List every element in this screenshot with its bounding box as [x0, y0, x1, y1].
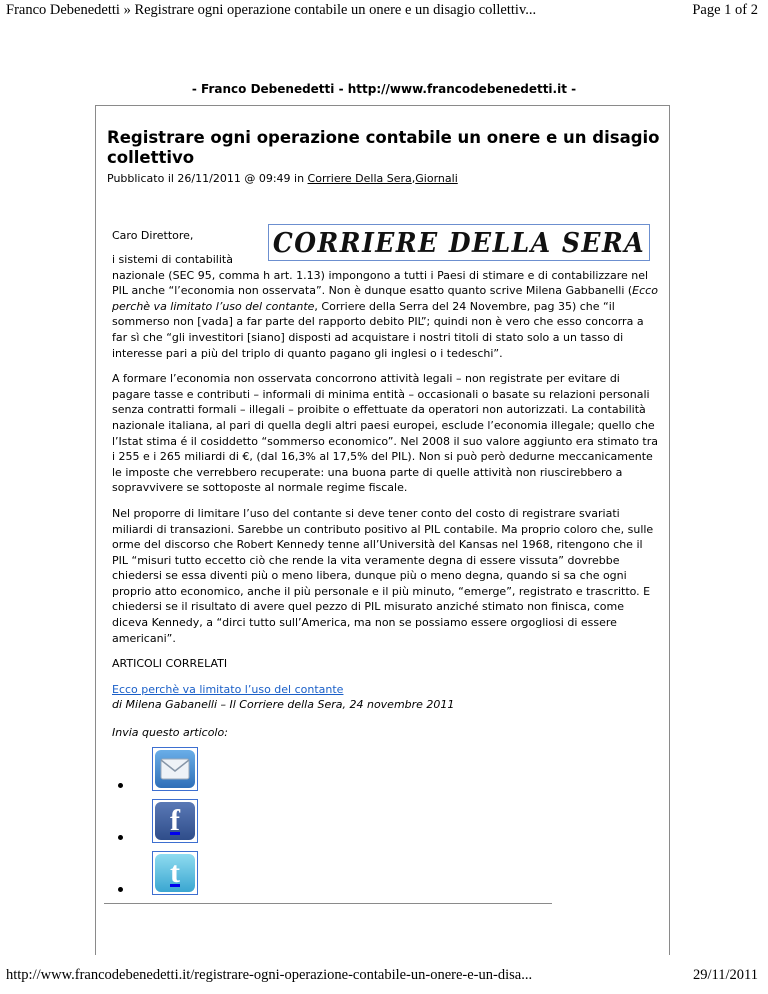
- share-item-twitter: [112, 851, 232, 901]
- p1-text-b: , Corriere della Serra del 24 Novembre, pag 35) che “il sommerso non [vada] a far parte del rapporto debito PIL”; quindi non è vero che esso concorra a far sì che “gli investitori [siano] disposti ad acquistare i nostri titoli di stato solo a un tasso di interesse pari a più del triplo di quanto pagano gli inglesi o i tedeschi”.: [112, 299, 644, 360]
- share-item-facebook: [112, 799, 232, 849]
- twitter-icon: t: [155, 854, 195, 892]
- related-byline: di Milena Gabanelli – Il Corriere della Sera, 24 novembre 2011: [112, 698, 455, 712]
- list-bullet: [118, 783, 123, 788]
- facebook-share-button[interactable]: [152, 799, 198, 843]
- print-header: [0, 0, 768, 24]
- print-footer-url: http://www.francodebenedetti.it/registrare-ogni-operazione-contabile-un-onere-e-un-disa...: [6, 967, 533, 983]
- print-header-title: Franco Debenedetti » Registrare ogni operazione contabile un onere e un disagio collettiv...: [6, 2, 537, 18]
- p1-start: i sistemi di contabilità: [112, 253, 233, 266]
- post-title: Registrare ogni operazione contabile un onere e un disagio collettivo: [107, 128, 660, 167]
- share-item-email: [112, 747, 232, 797]
- print-footer: [0, 967, 768, 989]
- p1-italic-title: Ecco perchè va limitato l’uso del contante: [112, 284, 658, 313]
- site-credit-line: - Franco Debenedetti - http://www.francodebenedetti.it -: [191, 82, 577, 96]
- category-link-giornali[interactable]: Giornali: [415, 172, 458, 185]
- corriere-della-sera-logo: [268, 224, 650, 261]
- category-separator: ,: [411, 172, 416, 185]
- email-icon: [155, 750, 195, 788]
- list-bullet: [118, 887, 123, 892]
- p1-text-a: nazionale (SEC 95, comma h art. 1.13) impongono a tutti i Paesi di stimare e di contabilizzare nel PIL anche “l’economia non osservata”. Non è dunque esatto quanto scrive Milena Gabbanelli (: [112, 268, 649, 298]
- print-page-number: Page 1 of 2: [692, 2, 758, 18]
- post-header: [107, 128, 667, 186]
- related-heading: ARTICOLI CORRELATI: [112, 657, 228, 671]
- list-bullet: [118, 835, 123, 840]
- related-article: [112, 682, 660, 713]
- print-footer-date: 29/11/2011: [693, 967, 758, 983]
- article-body: [112, 228, 660, 922]
- bottom-divider: [104, 903, 552, 904]
- post-meta-prefix: Pubblicato il 26/11/2011 @ 09:49 in: [107, 172, 308, 185]
- paragraph-1: [112, 252, 660, 361]
- twitter-share-button[interactable]: [152, 851, 198, 895]
- category-link-corriere[interactable]: Corriere Della Sera: [307, 172, 412, 185]
- paragraph-2: A formare l’economia non osservata concorrono attività legali – non registrate per evitare di pagare tasse e contributi – informali di minima entità – occasionali o basate su relazioni personali senza contratti formali – illegali – proibite o effettuate da operatori non autorizzati. La contabilità nazionale italiana, al pari di quella degli altri paesi europei, esclude l’economia illegale; quello che l’Istat stima é il cosiddetto “sommerso economico”. Nel 2008 il suo valore aggiunto era stimato tra i 255 e i 265 miliardi di €, (dal 16,3% al 17,5% del PIL). Non si può però dedurne meccanicamente le imposte che verrebbero recuperate: una buona parte di quelle attività non riuscirebbero a sopravvivere se sottoposte al normale regime fiscale.: [112, 372, 659, 495]
- share-label: Invia questo articolo:: [112, 726, 228, 740]
- related-article-link[interactable]: Ecco perchè va limitato l’uso del contante: [112, 682, 344, 696]
- paragraph-3: Nel proporre di limitare l’uso del contante si deve tener conto del costo di registrare svariati miliardi di transazioni. Sarebbe un contributo positivo al PIL contabile. Ma proprio coloro che, sulle orme del discorso che Robert Kennedy tenne all’Università del Kansas nel 1968, ritengono che il PIL “misuri tutto eccetto ciò che rende la vita veramente degna di essere vissuta” dovrebbe chiedersi se essa diventi più o meno libera, dunque più o meno degna, quando si sa che ogni proprio atto economico, anche il più personale e il più minuto, “emerge”, registrato e trascritto. E chiedersi se il risultato di avere quel pezzo di PIL misurato anziché stimato non finisca, come diceva Kennedy, a “dirci tutto sull’America, ma non se possiamo essere orgogliosi di essere americani”.: [112, 506, 654, 645]
- facebook-icon: f: [155, 802, 195, 840]
- logo-wordmark: CORRIERE DELLA SERA: [272, 226, 646, 259]
- email-share-button[interactable]: [152, 747, 198, 791]
- post-meta: [107, 171, 667, 186]
- share-list: [112, 747, 660, 922]
- salutation: Caro Direttore,: [112, 229, 194, 242]
